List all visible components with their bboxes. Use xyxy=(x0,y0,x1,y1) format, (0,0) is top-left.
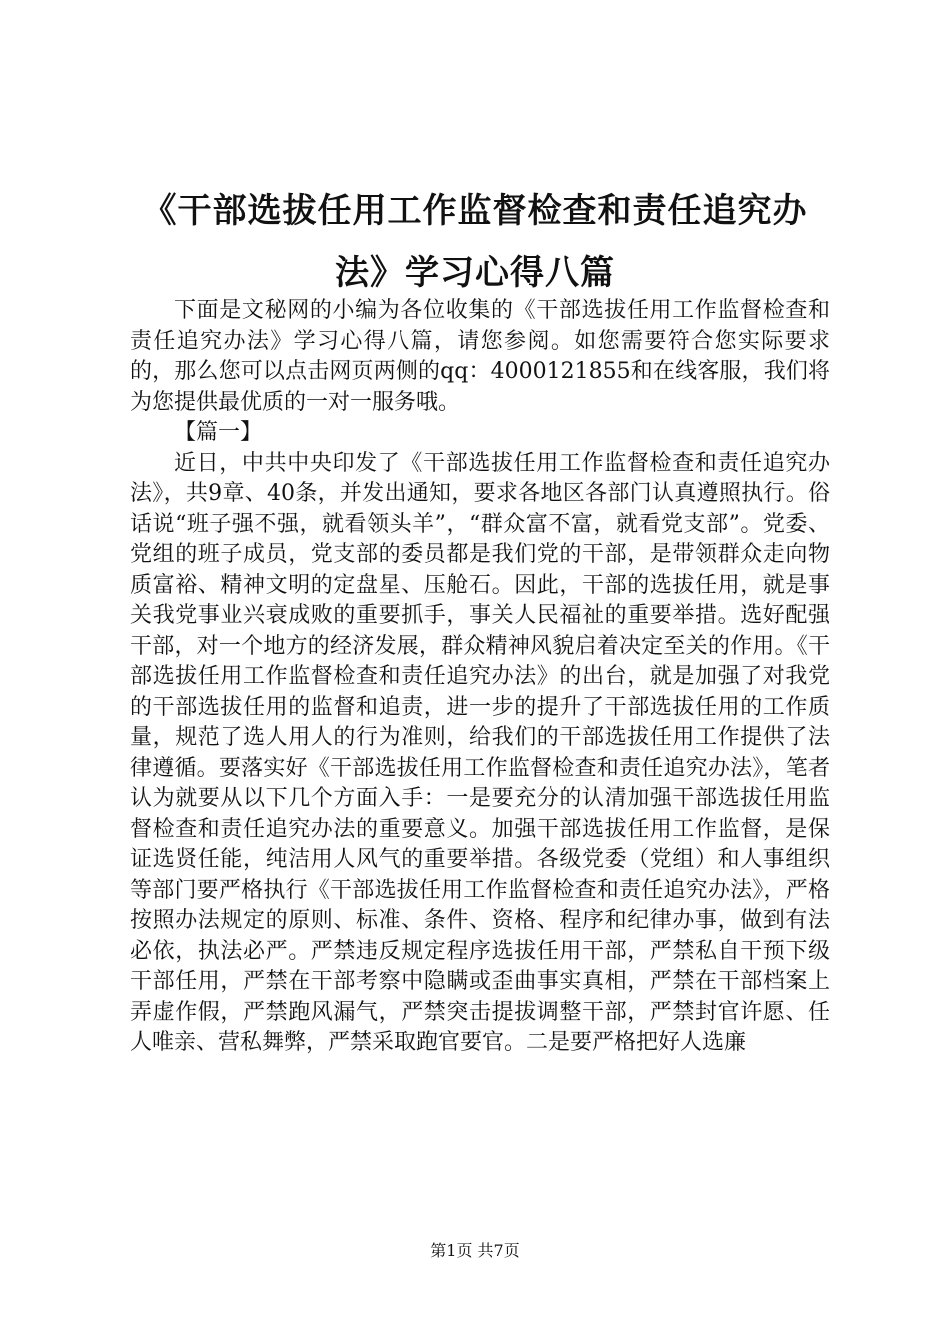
document-body xyxy=(130,296,830,1059)
body-paragraph: 近日，中共中央印发了《干部选拔任用工作监督检查和责任追究办法》，共9章、40条，并发出通知，要求各地区各部门认真遵照执行。俗话说“班子强不强，就看领头羊”，“群众富不富，就看党支部”。党委、党组的班子成员，党支部的委员都是我们党的干部，是带领群众走向物质富裕、精神文明的定盘星、压舱石。因此，干部的选拔任用，就是事关我党事业兴衰成败的重要抓手，事关人民福祉的重要举措。选好配强干部，对一个地方的经济发展，群众精神风貌启着决定至关的作用。《干部选拔任用工作监督检查和责任追究办法》的出台，就是加强了对我党的干部选拔任用的监督和追责，进一步的提升了干部选拔任用的工作质量，规范了选人用人的行为准则，给我们的干部选拔任用工作提供了法律遵循。要落实好《干部选拔任用工作监督检查和责任追究办法》，笔者认为就要从以下几个方面入手：一是要充分的认清加强干部选拔任用监督检查和责任追究办法的重要意义。加强干部选拔任用工作监督，是保证选贤任能，纯洁用人风气的重要举措。各级党委（党组）和人事组织等部门要严格执行《干部选拔任用工作监督检查和责任追究办法》，严格按照办法规定的原则、标准、条件、资格、程序和纪律办事，做到有法必依，执法必严。严禁违反规定程序选拔任用干部，严禁私自干预下级干部任用，严禁在干部考察中隐瞒或歪曲事实真相，严禁在干部档案上弄虚作假，严禁跑风漏气，严禁突击提拔调整干部，严禁封官许愿、任人唯亲、营私舞弊，严禁采取跑官要官。二是要严格把好人选廉 xyxy=(130,450,830,1055)
section-heading: 【篇一】 xyxy=(174,420,263,445)
document-title: 《干部选拔任用工作监督检查和责任追究办法》学习心得八篇 xyxy=(142,191,808,293)
page-footer: 第1页 共7页 xyxy=(430,1241,520,1260)
intro-paragraph: 下面是文秘网的小编为各位收集的《干部选拔任用工作监督检查和责任追究办法》学习心得八篇，请您参阅。如您需要符合您实际要求的，那么您可以点击网页两侧的qq：4000121855和在线客服，我们将为您提供最优质的一对一服务哦。 xyxy=(130,298,830,415)
